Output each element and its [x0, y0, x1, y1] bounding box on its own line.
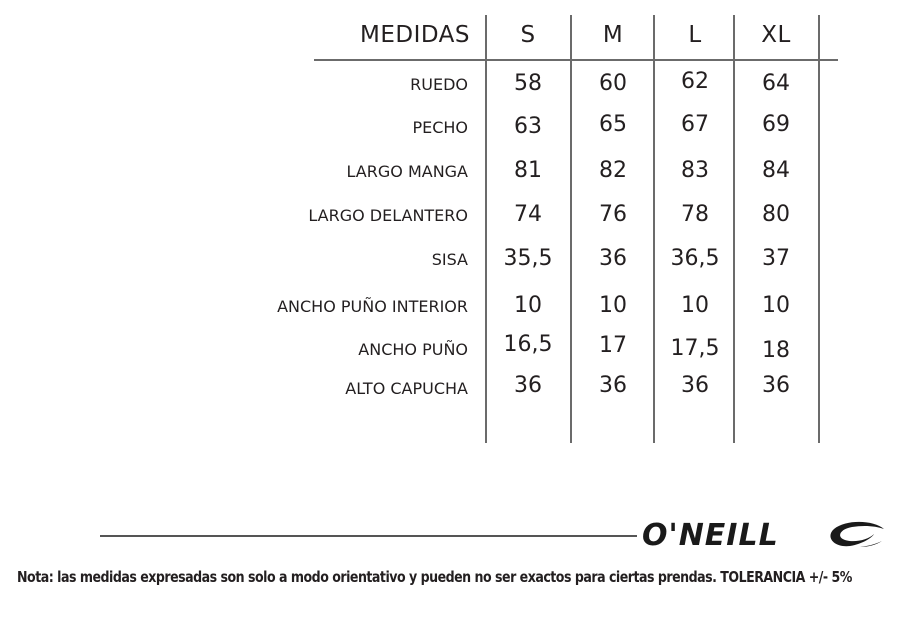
table-cell: 37 [762, 246, 790, 271]
column-divider [818, 15, 820, 443]
row-label: LARGO DELANTERO [308, 206, 468, 225]
table-cell: 80 [762, 202, 790, 227]
table-cell: 16,5 [503, 332, 553, 357]
table-cell: 36 [599, 373, 627, 398]
row-label: ANCHO PUÑO [358, 340, 468, 359]
table-cell: 36 [599, 246, 627, 271]
table-cell: 17 [599, 333, 627, 358]
table-cell: 64 [762, 71, 790, 96]
table-cell: 67 [681, 112, 709, 137]
table-cell: 62 [681, 69, 709, 94]
table-cell: 83 [681, 158, 709, 183]
table-header-label: MEDIDAS [359, 22, 470, 48]
row-label: ALTO CAPUCHA [345, 379, 468, 398]
table-cell: 78 [681, 202, 709, 227]
header-divider [314, 59, 838, 61]
table-cell: 10 [599, 293, 627, 318]
size-header-xl: XL [761, 22, 791, 48]
table-cell: 18 [762, 338, 790, 363]
table-cell: 36,5 [670, 246, 720, 271]
wave-logo-icon [828, 521, 886, 549]
table-cell: 69 [762, 112, 790, 137]
row-label: SISA [431, 250, 468, 269]
table-cell: 10 [514, 293, 542, 318]
table-cell: 35,5 [503, 246, 553, 271]
table-cell: 74 [514, 202, 542, 227]
table-cell: 76 [599, 202, 627, 227]
table-cell: 65 [599, 112, 627, 137]
row-label: PECHO [412, 118, 468, 137]
footer-note: Nota: las medidas expresadas son solo a modo orientativo y pueden no ser exactos para ciertas prendas. TOLERANCIA +/- 5% [17, 568, 852, 586]
table-cell: 84 [762, 158, 790, 183]
row-label: LARGO MANGA [346, 162, 468, 181]
table-cell: 10 [762, 293, 790, 318]
size-header-s: S [520, 22, 536, 48]
footer-divider [100, 535, 637, 537]
size-header-m: M [602, 22, 624, 48]
table-cell: 10 [681, 293, 709, 318]
table-cell: 36 [681, 373, 709, 398]
table-cell: 82 [599, 158, 627, 183]
row-label: ANCHO PUÑO INTERIOR [277, 297, 468, 316]
table-cell: 58 [514, 71, 542, 96]
row-label: RUEDO [410, 75, 468, 94]
table-cell: 36 [514, 373, 542, 398]
size-header-l: L [688, 22, 702, 48]
table-cell: 60 [599, 71, 627, 96]
table-cell: 63 [514, 114, 542, 139]
table-cell: 17,5 [670, 336, 720, 361]
table-cell: 81 [514, 158, 542, 183]
table-cell: 36 [762, 373, 790, 398]
brand-name: O'NEILL [642, 518, 779, 553]
